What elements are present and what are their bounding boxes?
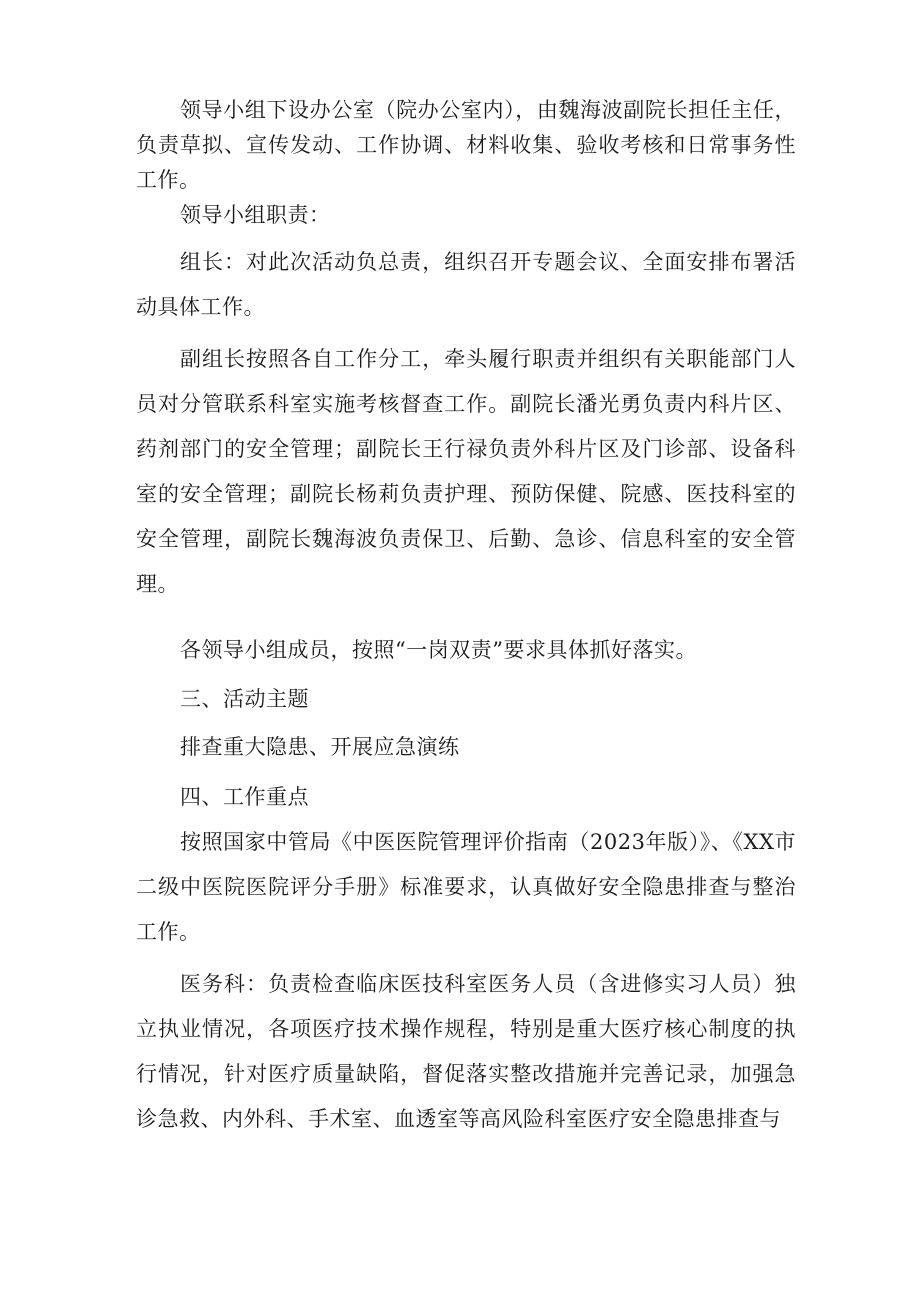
paragraph-theme: 排查重大隐患、开展应急演练 bbox=[180, 735, 460, 759]
section-heading-priorities: 四、工作重点 bbox=[180, 785, 309, 809]
paragraph-duties-heading: 领导小组职责： bbox=[180, 203, 331, 227]
paragraph-standards: 按照国家中管局《中医医院管理评价指南（2023年版）》、《XX市二级中医院医院评分手册》标准要求，认真做好安全隐患排查与整治工作。 bbox=[136, 830, 796, 944]
paragraph-deputy-leaders: 副组长按照各自工作分工，牵头履行职责并组织有关职能部门人员对分管联系科室实施考核督查工作。副院长潘光勇负责内科片区、药剂部门的安全管理；副院长王行禄负责外科片区及门诊部、设备科室的安全管理；副院长杨莉负责护理、预防保健、院感、医技科室的安全管理，副院长魏海波负责保卫、后勤、急诊、信息科室的安全管理。 bbox=[136, 347, 796, 596]
paragraph-office-setup: 领导小组下设办公室（院办公室内），由魏海波副院长担任主任，负责草拟、宣传发动、工作协调、材料收集、验收考核和日常事务性工作。 bbox=[136, 98, 796, 192]
section-heading-theme: 三、活动主题 bbox=[180, 687, 309, 711]
paragraph-members: 各领导小组成员，按照“一岗双责”要求具体抓好落实。 bbox=[180, 638, 697, 662]
paragraph-medical-affairs: 医务科：负责检查临床医技科室医务人员（含进修实习人员）独立执业情况，各项医疗技术操作规程，特别是重大医疗核心制度的执行情况，针对医疗质量缺陷，督促落实整改措施并完善记录，加强急诊急救、内外科、手术室、血透室等高风险科室医疗安全隐患排查与 bbox=[136, 972, 796, 1131]
paragraph-team-leader: 组长：对此次活动负总责，组织召开专题会议、全面安排布署活动具体工作。 bbox=[136, 250, 796, 319]
